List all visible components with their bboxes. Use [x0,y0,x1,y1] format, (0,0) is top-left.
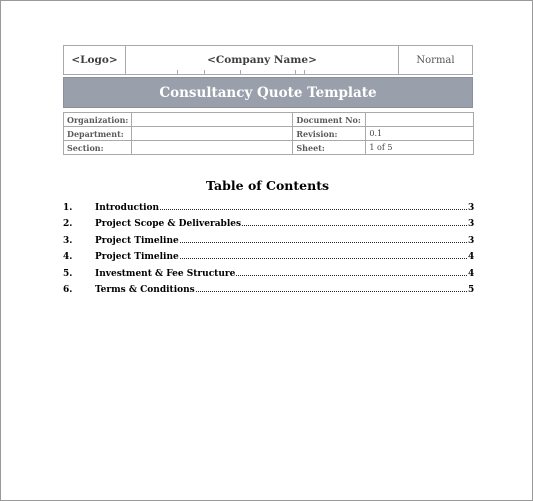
toc-entry[interactable] [63,252,474,268]
sheet-value: 1 of 5 [366,141,474,155]
toc-label: Project Timeline [95,252,179,263]
logo-placeholder: <Logo> [64,46,126,74]
company-name: <Company Name> [126,46,399,74]
organization-label: Organization: [64,113,132,127]
toc-leader [236,275,467,276]
revision-label: Revision: [293,127,366,141]
toc-page: 3 [468,203,475,213]
organization-value [132,113,293,127]
toc-leader [160,209,467,210]
toc-number: 1. [63,203,73,213]
toc-entry[interactable] [63,219,474,235]
section-label: Section: [64,141,132,155]
sheet-label: Sheet: [293,141,366,155]
toc-number: 3. [63,235,73,246]
document-header [63,45,473,155]
toc-number: 6. [63,284,73,295]
meta-row [64,141,474,155]
department-label: Department: [64,127,132,141]
toc-label: Investment & Fee Structure [95,268,236,279]
toc-label: Introduction [95,203,160,213]
toc-page: 3 [468,235,475,246]
toc-leader [242,225,467,226]
section-value [132,141,293,155]
toc-number: 4. [63,252,73,263]
toc-number: 2. [63,219,73,230]
department-value [132,127,293,141]
toc-label: Project Scope & Deliverables [95,219,242,230]
toc-label: Project Timeline [95,235,179,246]
document-title: Consultancy Quote Template [63,77,473,108]
toc-page: 3 [468,219,475,230]
toc-title: Table of Contents [205,178,330,193]
toc-page: 4 [468,268,475,279]
document-no-label: Document No: [293,113,366,127]
toc-page: 5 [468,284,475,295]
toc-leader [180,258,467,259]
toc-leader [180,242,467,243]
table-of-contents [63,203,474,301]
meta-row [64,127,474,141]
toc-entry[interactable] [63,285,474,301]
toc-leader [196,291,467,292]
header-row [63,45,473,75]
toc-label: Terms & Conditions [95,284,195,295]
toc-entry[interactable] [63,236,474,252]
style-label: Normal [416,54,455,66]
document-meta-table [63,112,474,155]
toc-entry[interactable] [63,203,474,219]
meta-row [64,113,474,127]
revision-value: 0.1 [366,127,474,141]
toc-number: 5. [63,268,73,279]
document-no-value [366,113,474,127]
toc-page: 4 [468,252,475,263]
header-row-ticks [64,70,472,74]
toc-entry[interactable] [63,269,474,285]
